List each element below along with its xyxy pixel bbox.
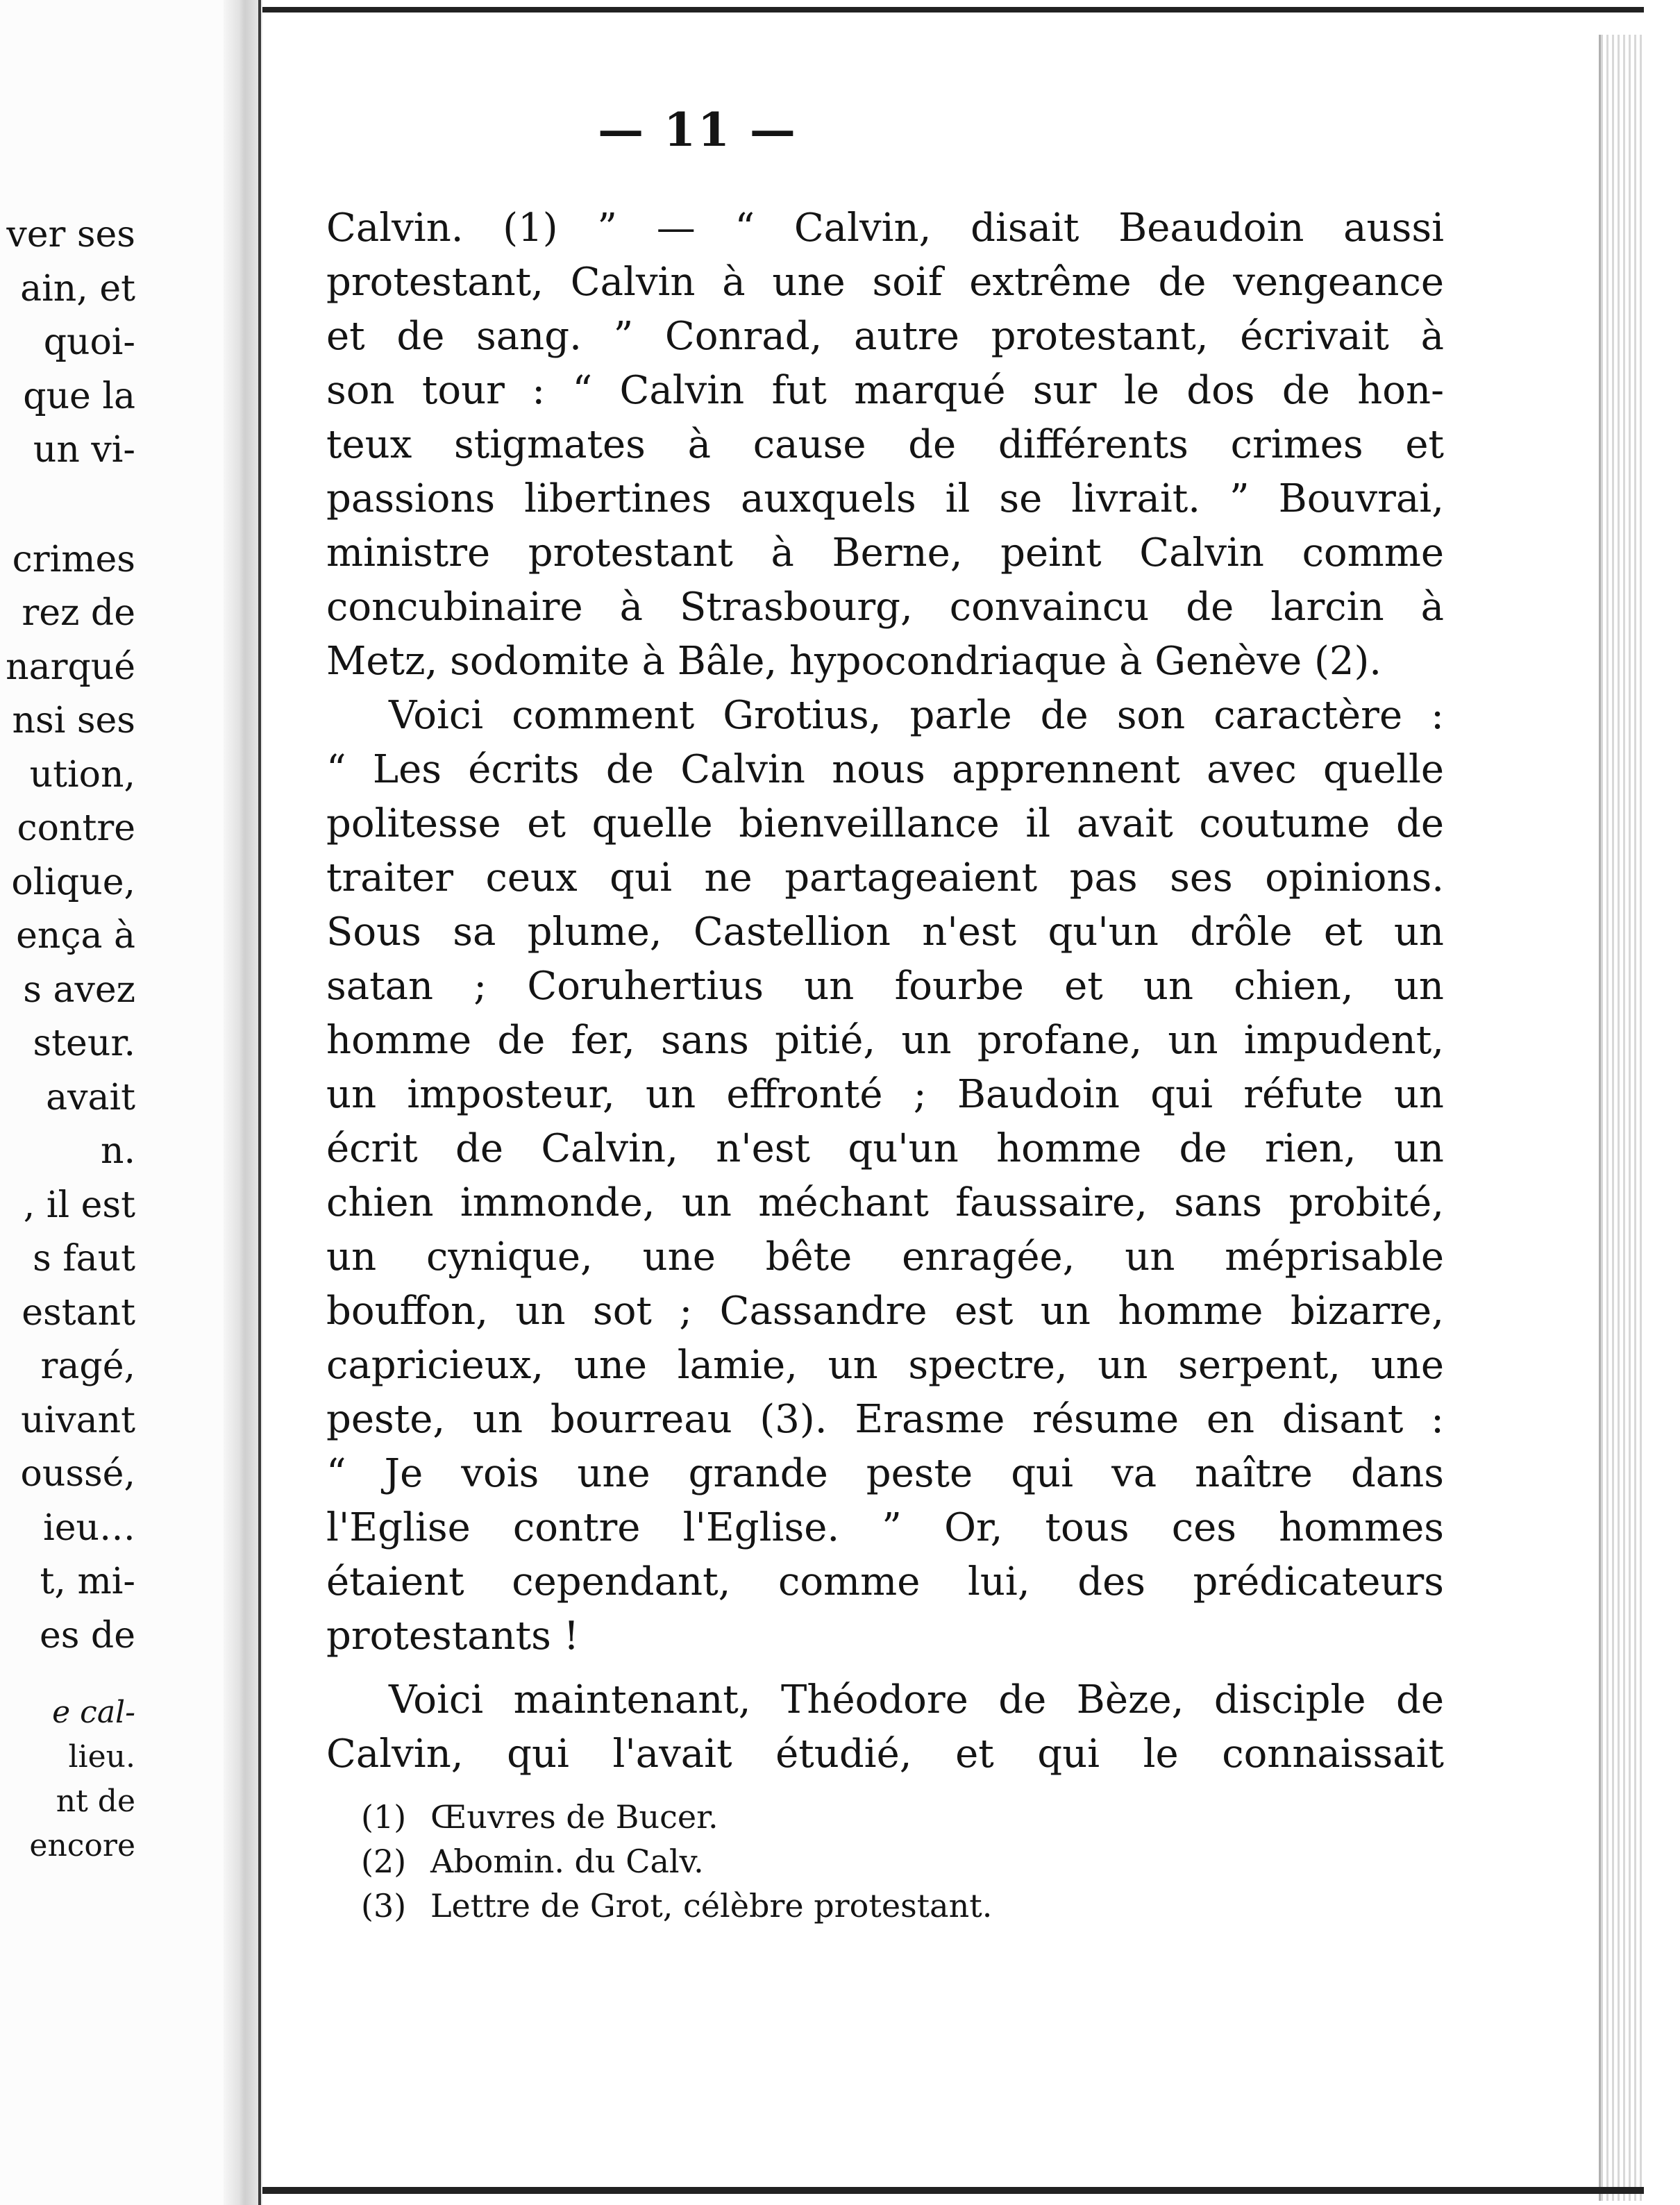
left-line: , il est [23,1184,135,1226]
text-line: protestant, Calvin à une soif extrême de vengeance [326,260,1444,305]
left-line: olique, [11,861,135,903]
footnote [361,1839,1194,1884]
left-note-line: nt de [56,1784,135,1819]
left-line: steur. [33,1023,135,1064]
text-line: “ Je vois une grande peste qui va naître dans [326,1451,1444,1496]
left-line: ution, [29,753,135,796]
text-line: étaient cependant, comme lui, des prédicateurs [326,1559,1444,1604]
footnote-number: (3) [361,1887,407,1925]
left-page-fragment [0,0,250,2205]
text-line: Calvin, qui l'avait étudié, et qui le connaissait [326,1732,1444,1777]
left-line: estant [22,1291,135,1334]
left-page-text [0,208,250,1868]
text-line: protestants ! [326,1613,580,1659]
text-line: écrit de Calvin, n'est qu'un homme de rien, un [326,1126,1444,1171]
left-line: s avez [23,969,135,1011]
text-line: traiter ceux qui ne partageaient pas ses opinions. [326,855,1444,900]
text-line: ministre protestant à Berne, peint Calvin comme [326,530,1444,576]
text-line: Calvin. (1) ” — “ Calvin, disait Beaudoin aussi [326,206,1444,251]
left-line [0,478,135,533]
left-line: narqué [6,646,135,688]
left-line: ain, et [20,267,135,310]
text-line: chien immonde, un méchant faussaire, sans probité, [326,1180,1444,1225]
left-line: s faut [33,1238,135,1280]
scan-top-border [262,7,1644,12]
left-note-line: e cal- [52,1695,135,1730]
text-line: teux stigmates à cause de différents crimes et [326,422,1444,467]
left-line: ragé, [40,1345,135,1387]
book-gutter [224,0,262,2205]
left-note-line: encore [29,1828,135,1863]
left-line: oussé, [20,1453,135,1495]
text-line: un imposteur, un effronté ; Baudoin qui réfute un [326,1072,1444,1117]
text-line: l'Eglise contre l'Eglise. ” Or, tous ces hommes [326,1505,1444,1550]
left-line: avait [46,1076,135,1118]
text-line: homme de fer, sans pitié, un profane, un impudent, [326,1018,1444,1063]
text-line: Voici maintenant, Théodore de Bèze, disciple de [389,1677,1444,1722]
left-note-line: lieu. [68,1739,135,1775]
footnote-number: (2) [361,1843,407,1880]
footnotes [361,1795,1194,1928]
left-line: crimes [12,538,135,580]
text-line: concubinaire à Strasbourg, convaincu de larcin à [326,585,1444,630]
left-line: rez de [22,592,135,634]
text-line: Sous sa plume, Castellion n'est qu'un drôle et un [326,909,1444,955]
left-line: nsi ses [12,700,135,741]
scan-bottom-border [262,2187,1644,2194]
left-line: un vi- [33,429,135,471]
left-line: n. [100,1130,135,1172]
footnote-text: Lettre de Grot, célèbre protestant. [430,1887,993,1925]
page-body-text [326,201,1444,1781]
left-line: ença à [16,915,135,957]
text-line: son tour : “ Calvin fut marqué sur le dos de hon- [326,368,1444,413]
left-line: que la [23,375,135,417]
left-line: uivant [21,1399,135,1441]
text-line: bouffon, un sot ; Cassandre est un homme bizarre, [326,1289,1444,1334]
left-line: t, mi- [40,1561,135,1602]
page-edge [1599,35,1644,2201]
footnote-text: Abomin. du Calv. [430,1843,704,1880]
text-line: peste, un bourreau (3). Erasme résume en disant : [326,1397,1444,1442]
left-line: ieu… [43,1507,135,1549]
text-line: et de sang. ” Conrad, autre protestant, écrivait à [326,314,1444,359]
footnote-text: Œuvres de Bucer. [430,1798,719,1836]
left-line: contre [17,807,135,849]
page-number: — 11 — [598,103,798,157]
footnote-number: (1) [361,1798,407,1836]
text-line: Metz, sodomite à Bâle, hypocondriaque à Genève (2). [326,639,1382,684]
text-line: Voici comment Grotius, parle de son caractère : [389,693,1444,738]
text-line: satan ; Coruhertius un fourbe et un chien, un [326,964,1444,1009]
left-line: ver ses [6,214,135,255]
text-line: un cynique, une bête enragée, un méprisable [326,1234,1444,1280]
text-line: politesse et quelle bienveillance il avait coutume de [326,801,1444,846]
binding-line [258,0,261,2205]
text-line: “ Les écrits de Calvin nous apprennent avec quelle [326,747,1444,792]
footnote [361,1795,1194,1839]
left-line: es de [39,1614,135,1657]
text-line: capricieux, une lamie, un spectre, un serpent, une [326,1343,1444,1388]
left-line: quoi- [43,321,135,363]
text-line: passions libertines auxquels il se livrait. ” Bouvrai, [326,476,1444,521]
footnote [361,1884,1194,1928]
